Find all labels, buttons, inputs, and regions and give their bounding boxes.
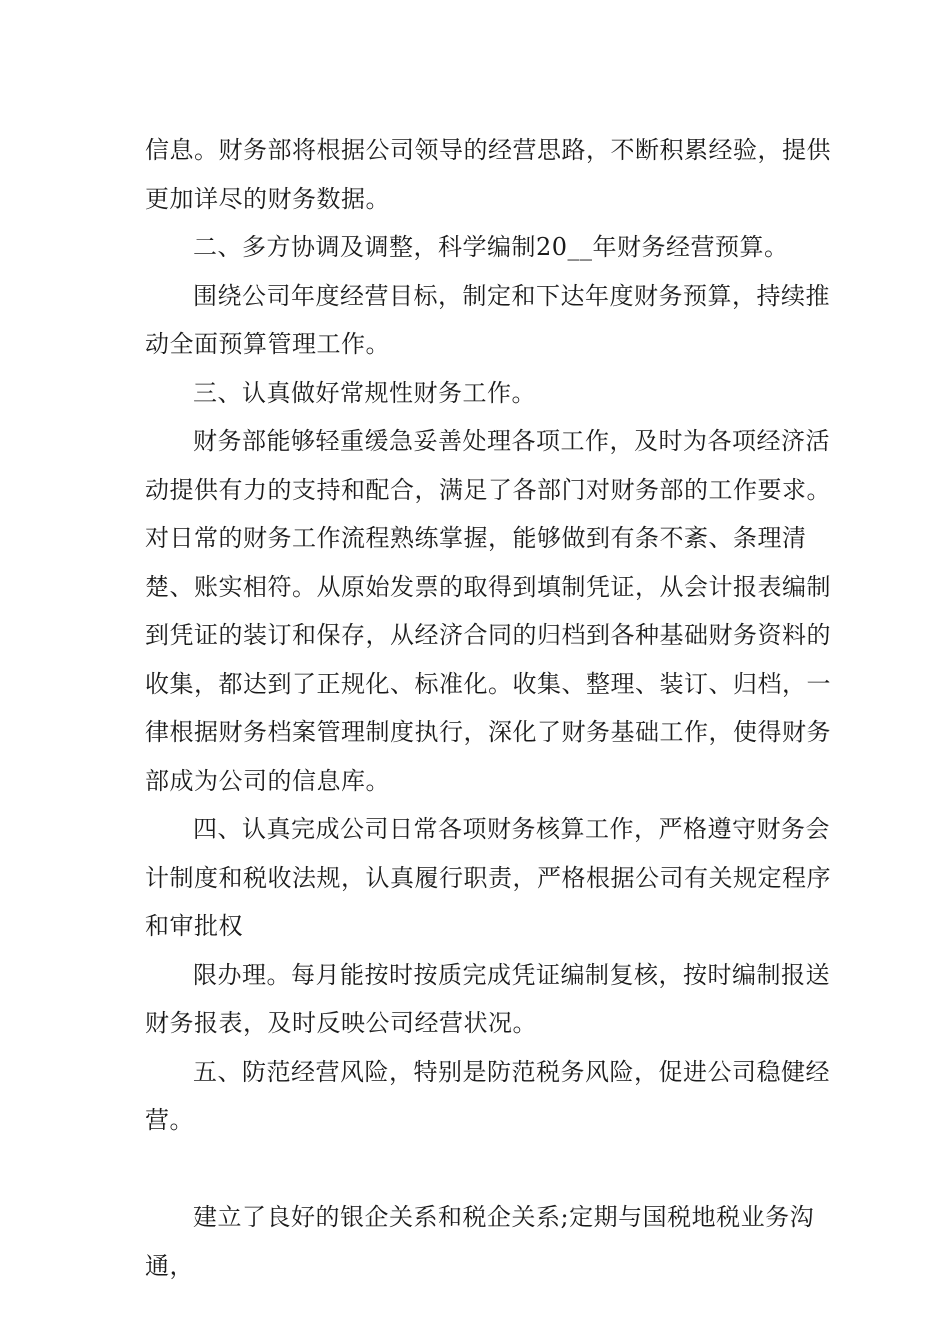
- paragraph-accounting: 限办理。每月能按时按质完成凭证编制复核，按时编制报送财务报表，及时反映公司经营状况。: [145, 960, 830, 1037]
- blank-line: [145, 1145, 835, 1194]
- heading-section-five: 五、防范经营风险，特别是防范税务风险，促进公司稳健经营。: [145, 1057, 830, 1134]
- paragraph-budget: 围绕公司年度经营目标，制定和下达年度财务预算，持续推动全面预算管理工作。: [145, 281, 830, 358]
- document-body: [145, 126, 835, 1290]
- heading-section-two: 二、多方协调及调整，科学编制20__年财务经营预算。: [193, 233, 789, 261]
- paragraph-relations: 建立了良好的银企关系和税企关系;定期与国税地税业务沟通，: [145, 1203, 815, 1280]
- paragraph-routine-work: 财务部能够轻重缓急妥善处理各项工作，及时为各项经济活动提供有力的支持和配合，满足了各部门对财务部的工作要求。对日常的财务工作流程熟练掌握，能够做到有条不紊、条理清楚、账实相符。从原始发票的取得到填制凭证，从会计报表编制到凭证的装订和保存，从经济合同的归档到各种基础财务资料的收集，都达到了正规化、标准化。收集、整理、装订、归档，一律根据财务档案管理制度执行，深化了财务基础工作，使得财务部成为公司的信息库。: [145, 427, 831, 795]
- heading-section-three: 三、认真做好常规性财务工作。: [193, 378, 536, 407]
- heading-section-four: 四、认真完成公司日常各项财务核算工作，严格遵守财务会计制度和税收法规，认真履行职责，严格根据公司有关规定程序和审批权: [145, 815, 831, 940]
- paragraph-continuation: 信息。财务部将根据公司领导的经营思路，不断积累经验，提供更加详尽的财务数据。: [145, 136, 831, 213]
